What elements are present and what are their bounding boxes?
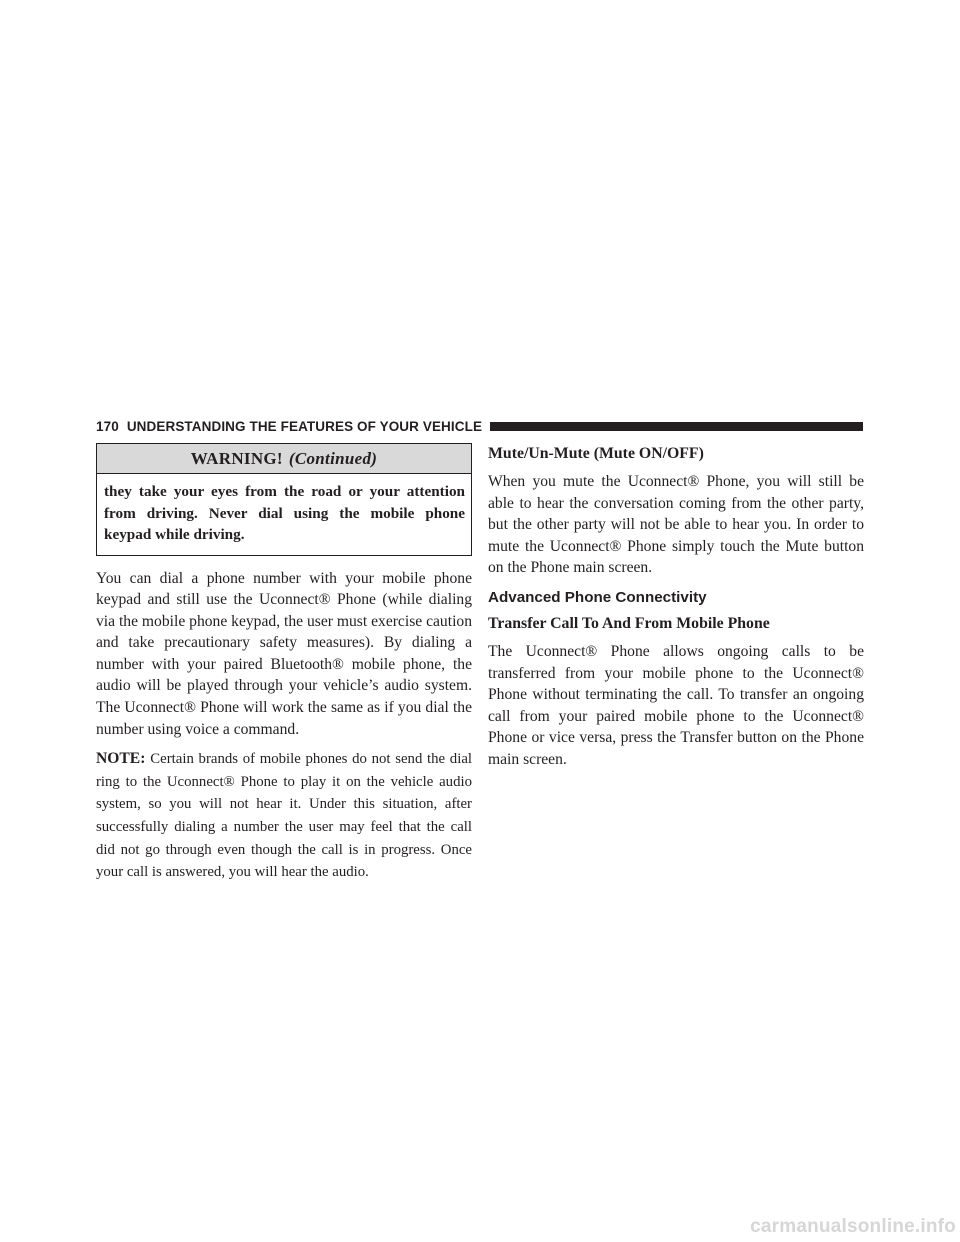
transfer-heading: Transfer Call To And From Mobile Phone	[488, 614, 770, 632]
page-number: 170	[96, 418, 119, 434]
header-rule	[490, 422, 863, 431]
page-header	[96, 417, 863, 435]
warning-header	[97, 444, 471, 474]
mute-paragraph: When you mute the Uconnect® Phone, you will still be able to hear the conversation coming from the other party, but the other party will not be able to hear you. In order to mute the Uconnect® Phone simply touch the Mute button on the Phone main screen.	[488, 473, 864, 577]
warning-text: they take your eyes from the road or your attention from driving. Never dial using the mobile phone keypad while driving.	[104, 483, 465, 543]
dial-paragraph: You can dial a phone number with your mobile phone keypad and still use the Uconnect® Phone (while dialing via the mobile phone keypad, the user must exercise caution and take precautionary safety measures). By dialing a number with your paired Bluetooth® mobile phone, the audio will be played through your vehicle’s audio system. The Uconnect® Phone will work the same as if you dial the number using voice a command.	[96, 569, 472, 738]
section-title: UNDERSTANDING THE FEATURES OF YOUR VEHICLE	[126, 418, 483, 434]
warning-box	[96, 443, 472, 556]
left-column	[96, 443, 472, 892]
transfer-paragraph: The Uconnect® Phone allows ongoing calls to be transferred from your mobile phone to the Uconnect® Phone without terminating the call. To transfer an ongoing call from your paired mobile phone to the Uconnect® Phone or vice versa, press the Transfer button on the Phone main screen.	[488, 642, 864, 768]
warning-continued: (Continued)	[288, 449, 378, 468]
note-paragraph	[96, 748, 472, 884]
watermark-logo: carmanualsonline.info	[750, 1216, 956, 1237]
note-text: Certain brands of mobile phones do not send the dial ring to the Uconnect® Phone to play it on the vehicle audio system, so you will not hear it. Under this situation, after successfully dialing a number the user may feel that the call did not go through even though the call is in progress. Once your call is answered, you will hear the audio.	[96, 751, 472, 881]
mute-heading: Mute/Un-Mute (Mute ON/OFF)	[488, 445, 704, 462]
advanced-heading: Advanced Phone Connectivity	[488, 588, 707, 606]
note-label: NOTE:	[96, 750, 146, 768]
right-column	[488, 443, 864, 779]
warning-title: WARNING!	[190, 449, 283, 468]
